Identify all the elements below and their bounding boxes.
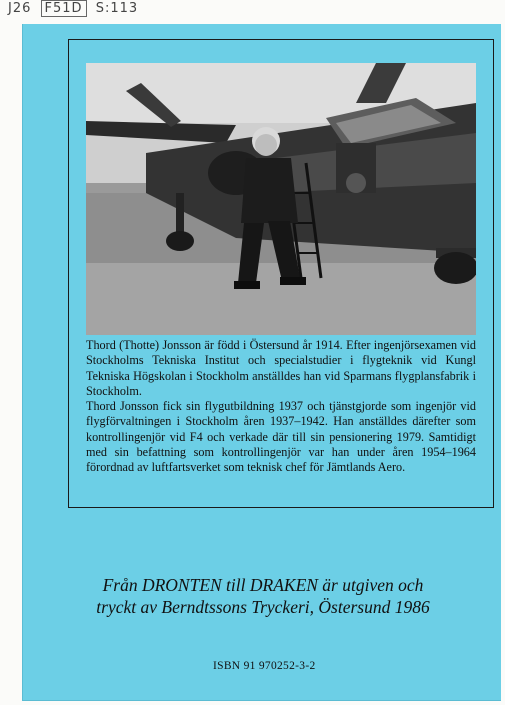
shelf-mark-stamp: F51D: [41, 0, 87, 17]
biography-paragraph: Thord Jonsson fick sin flygutbildning 1937 och tjänstgjorde som ingenjör vid flygförvaltningen i Stockholm åren 1937–1942. Han anställdes därefter som kontrollingenjör vid F4 och verkade där till sin pensionering 1979. Samtidigt med sin befattning som kontrollingenjör var han under åren 1954–1964 förordnad av luftfartsverket som teknisk chef för Jämtlands Aero.: [86, 399, 476, 475]
colophon-line: tryckt av Berndtssons Tryckeri, Östersund 1986: [96, 597, 430, 617]
shelf-mark-right: S:113: [95, 1, 139, 16]
isbn-number: ISBN 91 970252-3-2: [213, 660, 316, 672]
handwritten-shelf-mark: [8, 0, 138, 22]
author-photo: [86, 63, 476, 335]
content-frame: [68, 39, 494, 508]
shelf-mark-left: J26: [8, 1, 32, 16]
photo-of-man-beside-jet-aircraft-icon: [86, 63, 476, 335]
author-biography: [86, 338, 476, 476]
colophon: [53, 574, 473, 618]
biography-paragraph: Thord (Thotte) Jonsson är född i Östersund år 1914. Efter ingenjörsexamen vid Stockholms Tekniska Institut och specialstudier i flygteknik vid Kungl Tekniska Högskolan i Stockholm anställdes han vid Sparmans flygplansfabrik i Stockholm.: [86, 338, 476, 398]
back-cover: [22, 24, 501, 701]
colophon-line: Från DRONTEN till DRAKEN är utgiven och: [102, 575, 424, 595]
